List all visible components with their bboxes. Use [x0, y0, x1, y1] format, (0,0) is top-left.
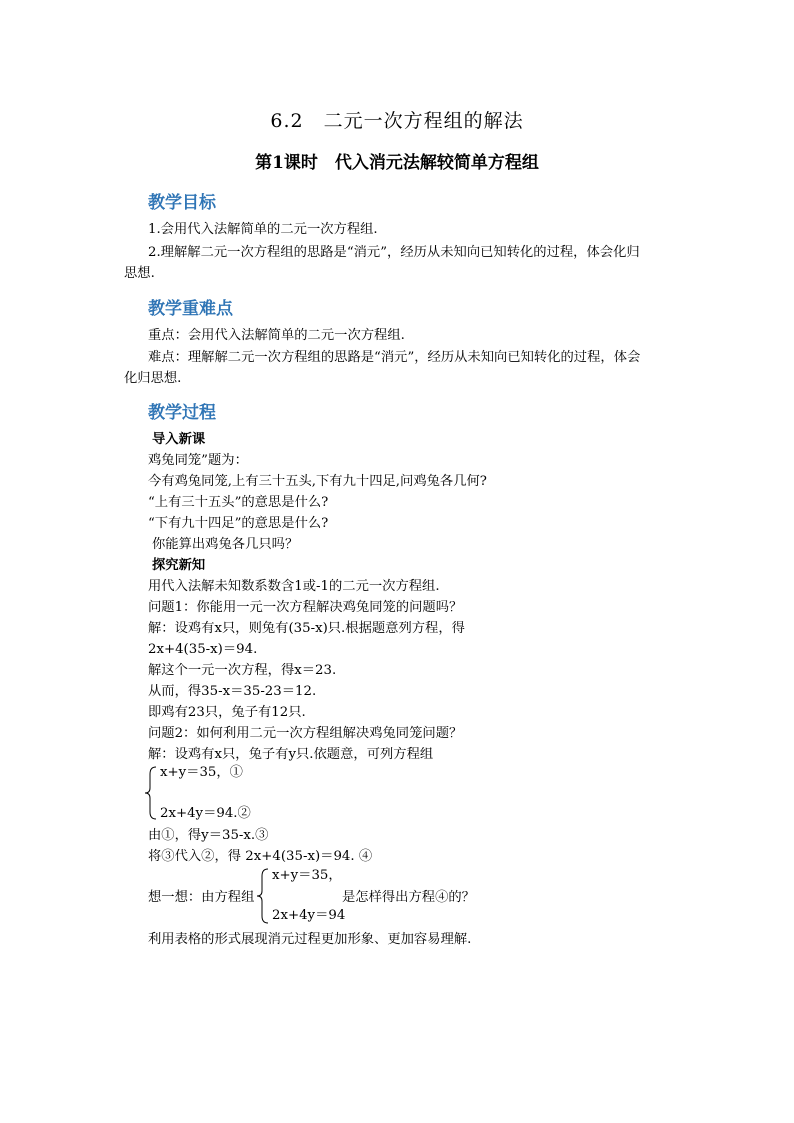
keypoints-line-2b: 化归思想.	[124, 371, 182, 386]
process-line-8: 解：设鸡有x只，则兔有(35-x)只.根据题意列方程，得	[148, 621, 465, 636]
process-line-17: 利用表格的形式展现消元过程更加形象、更加容易理解.	[148, 932, 472, 947]
section-heading-keypoints: 教学重难点	[148, 299, 233, 319]
process-line-12: 即鸡有23只，兔子有12只.	[148, 705, 306, 720]
page-title: 6.2 二元一次方程组的解法	[270, 110, 524, 132]
think-suffix: 是怎样得出方程④的？	[342, 890, 475, 905]
process-line-15: 由①，得y＝35-x.③	[148, 828, 269, 843]
process-line-4: “下有九十四足”的意思是什么?	[148, 516, 329, 531]
section-heading-process: 教学过程	[148, 403, 216, 423]
process-line-1: 鸡兔同笼”题为：	[148, 453, 248, 468]
explore-heading: 探究新知	[152, 558, 206, 573]
keypoints-line-1: 重点：会用代入法解简单的二元一次方程组.	[148, 328, 405, 343]
process-line-3: “上有三十五头”的意思是什么?	[148, 495, 329, 510]
goals-line-2a: 2.理解解二元一次方程组的思路是“消元”，经历从未知向已知转化的过程，体会化归	[148, 245, 640, 260]
system-brace-2	[256, 868, 270, 924]
think-equation-2: 2x+4y＝94	[272, 908, 346, 923]
system-equation-1: x+y＝35，①	[160, 765, 243, 780]
process-line-13: 问题2：如何利用二元一次方程组解决鸡兔同笼问题？	[148, 726, 463, 741]
system-equation-2: 2x+4y＝94.②	[160, 806, 251, 821]
page-subtitle: 第1课时 代入消元法解较简单方程组	[255, 153, 539, 173]
system-brace-1	[144, 766, 158, 820]
section-heading-goals: 教学目标	[148, 193, 216, 213]
think-prefix: 想一想：由方程组	[148, 890, 255, 905]
process-line-11: 从而，得35-x＝35-23＝12.	[148, 684, 317, 699]
process-line-7: 问题1：你能用一元一次方程解决鸡兔同笼的问题吗？	[148, 600, 463, 615]
intro-heading: 导入新课	[152, 432, 206, 447]
goals-line-2b: 思想.	[124, 266, 155, 281]
process-line-16: 将③代入②，得 2x+4(35-x)＝94. ④	[148, 849, 373, 864]
goals-line-1: 1.会用代入法解简单的二元一次方程组.	[148, 222, 378, 237]
process-line-10: 解这个一元一次方程，得x＝23.	[148, 663, 337, 678]
process-line-9: 2x+4(35-x)＝94.	[148, 642, 258, 657]
process-line-2: 今有鸡兔同笼,上有三十五头,下有九十四足,问鸡兔各几何?	[148, 474, 487, 489]
process-line-5: 你能算出鸡兔各几只吗？	[152, 537, 299, 552]
process-line-6: 用代入法解未知数系数含1或-1的二元一次方程组.	[148, 579, 440, 594]
process-line-14: 解：设鸡有x只，兔子有y只.依题意，可列方程组	[148, 747, 434, 762]
keypoints-line-2a: 难点：理解解二元一次方程组的思路是“消元”，经历从未知向已知转化的过程，体会	[148, 350, 641, 365]
think-equation-1: x+y＝35，	[272, 868, 342, 883]
